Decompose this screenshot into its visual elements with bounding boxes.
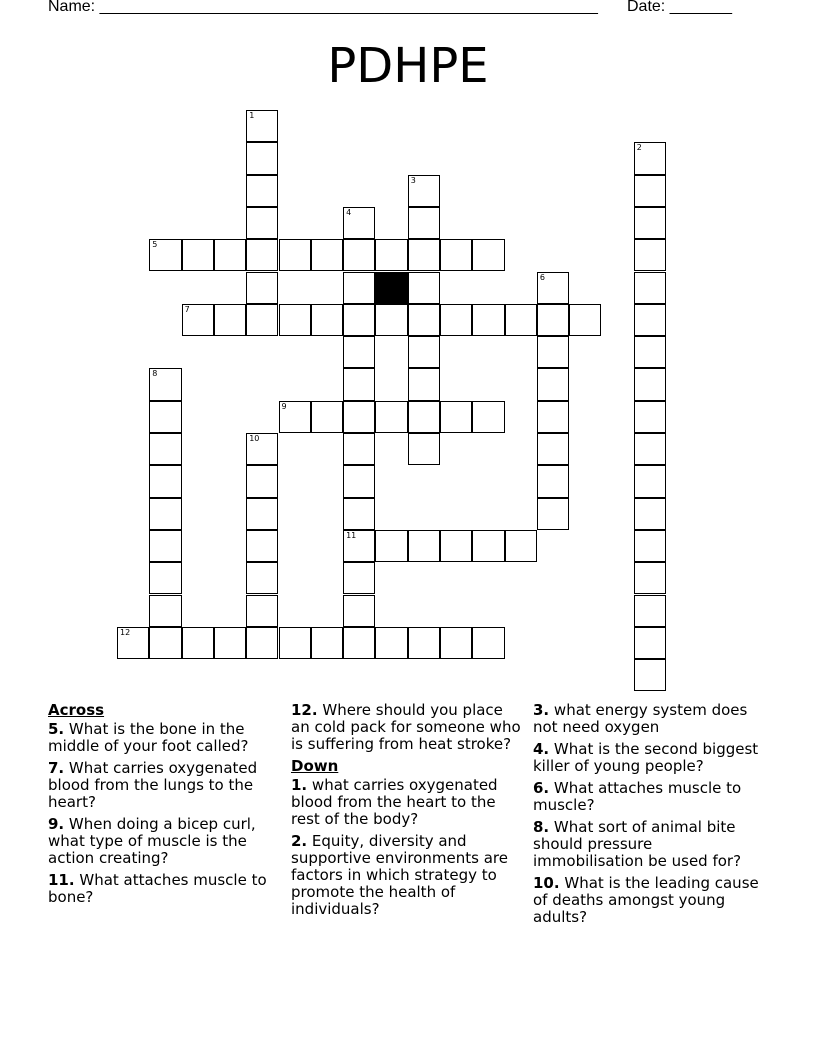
answer-cell[interactable]: [182, 239, 214, 271]
answer-cell[interactable]: [246, 142, 278, 174]
answer-cell[interactable]: [440, 239, 472, 271]
answer-cell[interactable]: [246, 595, 278, 627]
clue-text: What carries oxygenated blood from the lungs to the heart?: [48, 759, 258, 811]
answer-cell[interactable]: [634, 207, 666, 239]
clue-across-5: [48, 721, 278, 755]
answer-cell[interactable]: [214, 239, 246, 271]
answer-cell[interactable]: [634, 175, 666, 207]
answer-cell[interactable]: [375, 304, 407, 336]
answer-cell[interactable]: [246, 272, 278, 304]
page-title: PDHPE: [327, 38, 489, 94]
cell-number: 5: [152, 240, 158, 250]
cell-number: 9: [281, 401, 287, 411]
down-heading: Down: [291, 757, 339, 775]
clue-text: What sort of animal bite should pressure immobilisation be used for?: [533, 818, 742, 870]
clue-across-7: [48, 760, 278, 811]
answer-cell[interactable]: [149, 401, 181, 433]
answer-cell[interactable]: [634, 401, 666, 433]
answer-cell[interactable]: [537, 498, 569, 530]
answer-cell[interactable]: [149, 595, 181, 627]
answer-cell[interactable]: [214, 627, 246, 659]
answer-cell[interactable]: [472, 530, 504, 562]
cell-number: 12: [120, 627, 131, 637]
across-heading: Across: [48, 701, 105, 719]
answer-cell[interactable]: [343, 401, 375, 433]
answer-cell[interactable]: [311, 401, 343, 433]
clue-number: 1.: [291, 776, 308, 794]
clue-number: 5.: [48, 720, 65, 738]
clue-down-3: [533, 702, 763, 736]
answer-cell[interactable]: [311, 627, 343, 659]
answer-cell[interactable]: [279, 401, 311, 433]
answer-cell[interactable]: [279, 304, 311, 336]
answer-cell[interactable]: [472, 239, 504, 271]
answer-cell[interactable]: [472, 627, 504, 659]
answer-cell[interactable]: [537, 401, 569, 433]
answer-cell[interactable]: [537, 272, 569, 304]
clue-text: What is the second biggest killer of young people?: [533, 740, 759, 775]
answer-cell[interactable]: [408, 627, 440, 659]
answer-cell[interactable]: [634, 433, 666, 465]
answer-cell[interactable]: [408, 304, 440, 336]
date-field-label: Date: _______: [627, 0, 732, 15]
answer-cell[interactable]: [537, 336, 569, 368]
clue-number: 4.: [533, 740, 550, 758]
answer-cell[interactable]: [149, 368, 181, 400]
answer-cell[interactable]: [343, 239, 375, 271]
answer-cell[interactable]: [246, 530, 278, 562]
answer-cell[interactable]: [343, 304, 375, 336]
answer-cell[interactable]: [246, 304, 278, 336]
answer-cell[interactable]: [375, 530, 407, 562]
answer-cell[interactable]: [634, 659, 666, 691]
answer-cell[interactable]: [408, 401, 440, 433]
clue-across-9: [48, 816, 278, 867]
clue-down-8: [533, 819, 763, 870]
blocked-cell: [375, 272, 407, 304]
answer-cell[interactable]: [149, 498, 181, 530]
clue-number: 2.: [291, 832, 308, 850]
answer-cell[interactable]: [246, 433, 278, 465]
cell-number: 1: [249, 111, 255, 120]
answer-cell[interactable]: [408, 530, 440, 562]
answer-cell[interactable]: [343, 433, 375, 465]
clue-number: 7.: [48, 759, 65, 777]
answer-cell[interactable]: [311, 239, 343, 271]
answer-cell[interactable]: [634, 465, 666, 497]
cell-number: 3: [410, 175, 416, 185]
answer-cell[interactable]: [343, 595, 375, 627]
answer-cell[interactable]: [214, 304, 246, 336]
answer-cell[interactable]: [246, 498, 278, 530]
clue-down-4: [533, 741, 763, 775]
answer-cell[interactable]: [182, 304, 214, 336]
clue-text: What is the bone in the middle of your foot called?: [48, 720, 249, 755]
answer-cell[interactable]: [408, 368, 440, 400]
cell-number: 8: [152, 369, 158, 379]
answer-cell[interactable]: [472, 304, 504, 336]
clue-text: What attaches muscle to bone?: [48, 871, 267, 906]
answer-cell[interactable]: [634, 595, 666, 627]
answer-cell[interactable]: [343, 368, 375, 400]
clue-text: what carries oxygenated blood from the heart to the rest of the body?: [291, 776, 498, 828]
clue-column-1: [48, 702, 278, 911]
answer-cell[interactable]: [182, 627, 214, 659]
clue-down-2: [291, 833, 521, 918]
clue-number: 3.: [533, 701, 550, 719]
answer-cell[interactable]: [408, 433, 440, 465]
answer-cell[interactable]: [537, 304, 569, 336]
cell-number: 4: [346, 207, 352, 217]
cell-number: 10: [249, 434, 260, 443]
answer-cell[interactable]: [440, 627, 472, 659]
answer-cell[interactable]: [634, 530, 666, 562]
clue-number: 11.: [48, 871, 75, 889]
clue-text: When doing a bicep curl, what type of muscle is the action creating?: [48, 815, 256, 867]
answer-cell[interactable]: [343, 336, 375, 368]
answer-cell[interactable]: [343, 465, 375, 497]
answer-cell[interactable]: [246, 465, 278, 497]
cell-number: 2: [636, 143, 642, 153]
answer-cell[interactable]: [149, 465, 181, 497]
clue-number: 10.: [533, 874, 560, 892]
answer-cell[interactable]: [440, 530, 472, 562]
answer-cell[interactable]: [343, 562, 375, 594]
clue-number: 9.: [48, 815, 65, 833]
answer-cell[interactable]: [634, 272, 666, 304]
answer-cell[interactable]: [634, 627, 666, 659]
answer-cell[interactable]: [375, 627, 407, 659]
answer-cell[interactable]: [246, 207, 278, 239]
answer-cell[interactable]: [634, 304, 666, 336]
answer-cell[interactable]: [537, 465, 569, 497]
answer-cell[interactable]: [246, 110, 278, 142]
answer-cell[interactable]: [634, 142, 666, 174]
answer-cell[interactable]: [537, 368, 569, 400]
cell-number: 6: [539, 272, 545, 282]
clue-column-3: [533, 702, 763, 931]
clue-number: 8.: [533, 818, 550, 836]
answer-cell[interactable]: [149, 562, 181, 594]
answer-cell[interactable]: [246, 175, 278, 207]
answer-cell[interactable]: [246, 562, 278, 594]
answer-cell[interactable]: [472, 401, 504, 433]
answer-cell[interactable]: [634, 368, 666, 400]
answer-cell[interactable]: [408, 272, 440, 304]
answer-cell[interactable]: [149, 627, 181, 659]
answer-cell[interactable]: [343, 272, 375, 304]
answer-cell[interactable]: [279, 627, 311, 659]
clue-text: What attaches muscle to muscle?: [533, 779, 742, 814]
answer-cell[interactable]: [569, 304, 601, 336]
answer-cell[interactable]: [537, 433, 569, 465]
answer-cell[interactable]: [117, 627, 149, 659]
name-field-label: Name: ________________________________________________________: [48, 0, 598, 15]
answer-cell[interactable]: [440, 401, 472, 433]
clue-text: What is the leading cause of deaths amongst young adults?: [533, 874, 759, 926]
cell-number: 11: [346, 530, 357, 540]
answer-cell[interactable]: [311, 304, 343, 336]
answer-cell[interactable]: [505, 304, 537, 336]
clue-down-6: [533, 780, 763, 814]
answer-cell[interactable]: [408, 336, 440, 368]
clue-column-2: [291, 702, 521, 923]
clue-down-10: [533, 875, 763, 926]
answer-cell[interactable]: [440, 304, 472, 336]
answer-cell[interactable]: [149, 530, 181, 562]
answer-cell[interactable]: [343, 627, 375, 659]
answer-cell[interactable]: [279, 239, 311, 271]
answer-cell[interactable]: [375, 401, 407, 433]
answer-cell[interactable]: [408, 239, 440, 271]
clue-number: 12.: [291, 701, 318, 719]
clue-text: Equity, diversity and supportive environments are factors in which strategy to promote the health of individuals?: [291, 832, 509, 918]
answer-cell[interactable]: [343, 207, 375, 239]
answer-cell[interactable]: [149, 433, 181, 465]
answer-cell[interactable]: [634, 498, 666, 530]
answer-cell[interactable]: [343, 498, 375, 530]
answer-cell[interactable]: [375, 239, 407, 271]
clue-text: Where should you place an cold pack for someone who is suffering from heat stroke?: [291, 701, 521, 753]
answer-cell[interactable]: [343, 530, 375, 562]
answer-cell[interactable]: [634, 562, 666, 594]
clue-across-12: [291, 702, 521, 753]
answer-cell[interactable]: [634, 336, 666, 368]
clue-number: 6.: [533, 779, 550, 797]
clue-down-1: [291, 777, 521, 828]
answer-cell[interactable]: [246, 627, 278, 659]
answer-cell[interactable]: [634, 239, 666, 271]
answer-cell[interactable]: [149, 239, 181, 271]
clue-across-11: [48, 872, 278, 906]
cell-number: 7: [184, 304, 190, 314]
answer-cell[interactable]: [408, 207, 440, 239]
clue-text: what energy system does not need oxygen: [533, 701, 748, 736]
answer-cell[interactable]: [505, 530, 537, 562]
answer-cell[interactable]: [246, 239, 278, 271]
answer-cell[interactable]: [408, 175, 440, 207]
